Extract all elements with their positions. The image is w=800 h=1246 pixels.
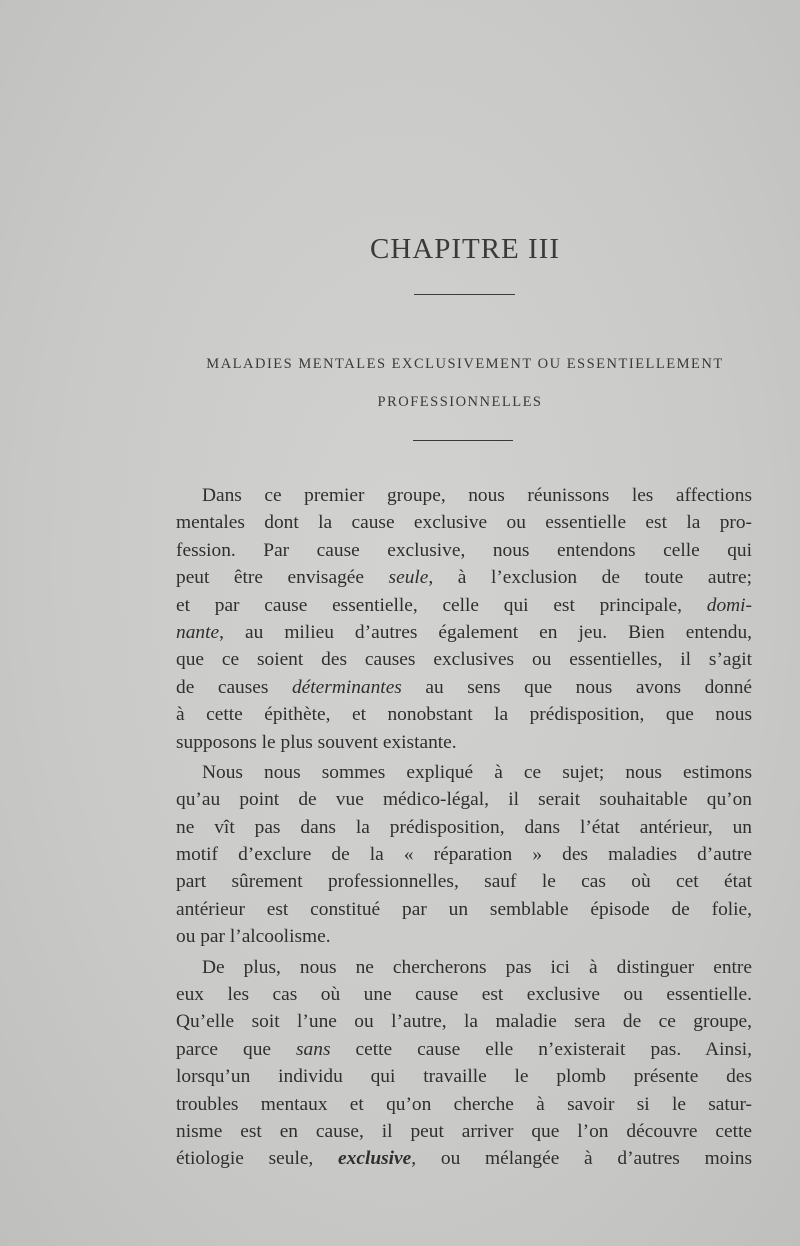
text-run: Nous nous sommes expliqué à ce sujet; nous estimons [202,761,752,783]
text-run: Qu’elle soit l’une ou l’autre, la maladie sera de ce groupe, [176,1011,752,1033]
text-run: sans [296,1038,331,1060]
text-line [176,509,752,536]
text-run: que ce soient des causes exclusives ou essentielles, il s’agit [176,649,752,671]
text-run: ou par l’alcoolisme. [176,926,331,948]
text-run: ne vît pas dans la prédisposition, dans l’état antérieur, un [176,816,752,838]
text-line [176,1063,752,1090]
text-run: , ou mélangée à d’autres moins [411,1148,753,1170]
title-rule [414,294,515,295]
text-run: au sens que nous avons donné [401,676,752,698]
text-line [176,674,752,701]
text-run: de causes [176,676,292,698]
text-run: nisme est en cause, il peut arriver que l’on découvre cette [176,1120,752,1142]
text-run: , à l’exclusion de toute autre; [428,567,752,589]
text-run: domi- [706,594,752,616]
text-line [176,1118,752,1145]
text-run: cette cause elle n’existerait pas. Ainsi, [330,1038,752,1060]
text-line [176,923,752,950]
text-run: nante [176,621,220,643]
text-run: motif d’exclure de la « réparation » des maladies d’autre [176,844,752,866]
text-line [176,868,752,895]
text-run: part sûrement professionnelles, sauf le cas où cet état [176,871,752,893]
text-line [176,701,752,728]
text-line [176,619,752,646]
text-run: mentales dont la cause exclusive ou essentielle est la pro- [176,512,752,534]
text-run: exclusive [338,1148,412,1170]
text-run: à cette épithète, et nonobstant la prédisposition, que nous [176,704,752,726]
text-line [176,1091,752,1118]
text-line [176,1008,752,1035]
text-line [176,786,752,813]
chapter-title: CHAPITRE III [369,233,560,265]
text-line [176,981,752,1008]
chapter-subtitle-line-1: MALADIES MENTALES EXCLUSIVEMENT OU ESSENTIELLEMENT [206,356,724,372]
text-run: De plus, nous ne chercherons pas ici à distinguer entre [202,956,752,978]
text-run: et par cause essentielle, celle qui est principale, [176,594,707,616]
chapter-subtitle-line-2: PROFESSIONNELLES [377,394,543,410]
text-line [176,482,752,509]
text-line [176,759,752,786]
text-run: antérieur est constitué par un semblable épisode de folie, [176,898,752,920]
text-line [176,1145,752,1172]
text-run: qu’au point de vue médico-légal, il serait souhaitable qu’on [176,789,752,811]
text-line [176,896,752,923]
text-line [176,564,752,591]
text-line [176,646,752,673]
text-run: déterminantes [291,676,402,698]
body-text [176,482,752,1173]
text-line [176,729,752,756]
text-run: Dans ce premier groupe, nous réunissons les affections [202,485,752,506]
subtitle-rule [413,440,513,441]
text-run: eux les cas où une cause est exclusive ou essentielle. [176,984,752,1006]
text-run: fession. Par cause exclusive, nous entendons celle qui [176,539,752,561]
text-run: lorsqu’un individu qui travaille le plomb présente des [176,1066,752,1088]
text-run: étiologie seule, [176,1148,339,1170]
text-line [176,537,752,564]
text-line [176,954,752,981]
text-run: parce que [176,1038,297,1060]
text-run: , au milieu d’autres également en jeu. Bien entendu, [219,621,752,643]
text-run: peut être envisagée [176,567,389,589]
text-line [176,814,752,841]
text-line [176,592,752,619]
text-line [176,1036,752,1063]
text-run: supposons le plus souvent existante. [176,731,457,753]
text-line [176,841,752,868]
text-run: seule [388,567,429,589]
text-run: troubles mentaux et qu’on cherche à savoir si le satur- [176,1093,752,1115]
